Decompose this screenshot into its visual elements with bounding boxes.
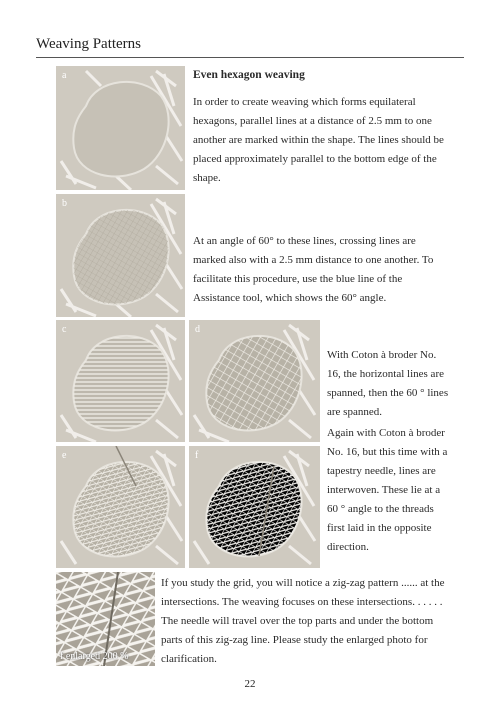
section-title: Even hexagon weaving <box>193 69 305 81</box>
photo-d-image <box>189 320 320 442</box>
photo-label-c: c <box>62 324 67 335</box>
paragraph-4: Again with Coton à broder No. 16, but this time with a tapestry needle, lines are interwoven. These lie at a 60 ° angle to the threads first laid in the opposite direction. <box>327 427 448 553</box>
photo-a <box>56 66 185 190</box>
photo-f <box>189 446 320 568</box>
photo-label-f: f <box>195 450 199 461</box>
paragraph-2: At an angle of 60° to these lines, crossing lines are marked also with a 2.5 mm distance to one another. To facilitate this procedure, use the blue line of the Assistance tool, which shows the 60° angle. <box>193 235 434 304</box>
paragraph-3: With Coton à broder No. 16, the horizontal lines are spanned, then the 60 ° lines are spanned. <box>327 349 449 418</box>
header-rule <box>36 57 464 58</box>
page-number: 22 <box>244 678 256 690</box>
photo-label-e: e <box>62 450 67 461</box>
photo-d <box>189 320 320 442</box>
enlarged-caption: f enlarged 200 % <box>60 651 129 662</box>
photo-f-image <box>189 446 320 568</box>
paragraph-5: If you study the grid, you will notice a zig-zag pattern ...... at the intersections. The weaving focuses on these intersections. . . . . . The needle will travel over the top parts and under the bottom parts of this zig-zag line. Please study the enlarged photo for clarification. <box>161 577 445 665</box>
photo-label-a: a <box>62 70 67 81</box>
photo-a-image <box>56 66 185 190</box>
photo-f-enlarged <box>56 572 155 666</box>
running-header: Weaving Patterns <box>36 36 142 52</box>
paragraph-1: In order to create weaving which forms equilateral hexagons, parallel lines at a distance of 2.5 mm to one another are marked within the shape. The lines should be placed approximately parallel to the bottom edge of the shape. <box>193 96 444 184</box>
photo-c-image <box>56 320 185 442</box>
photo-c <box>56 320 185 442</box>
photo-e <box>56 446 185 568</box>
photo-b <box>56 194 185 317</box>
photo-label-b: b <box>62 198 67 209</box>
section-block-1 <box>193 66 445 188</box>
photo-e-image <box>56 446 185 568</box>
photo-label-d: d <box>195 324 200 335</box>
photo-b-image <box>56 194 185 317</box>
